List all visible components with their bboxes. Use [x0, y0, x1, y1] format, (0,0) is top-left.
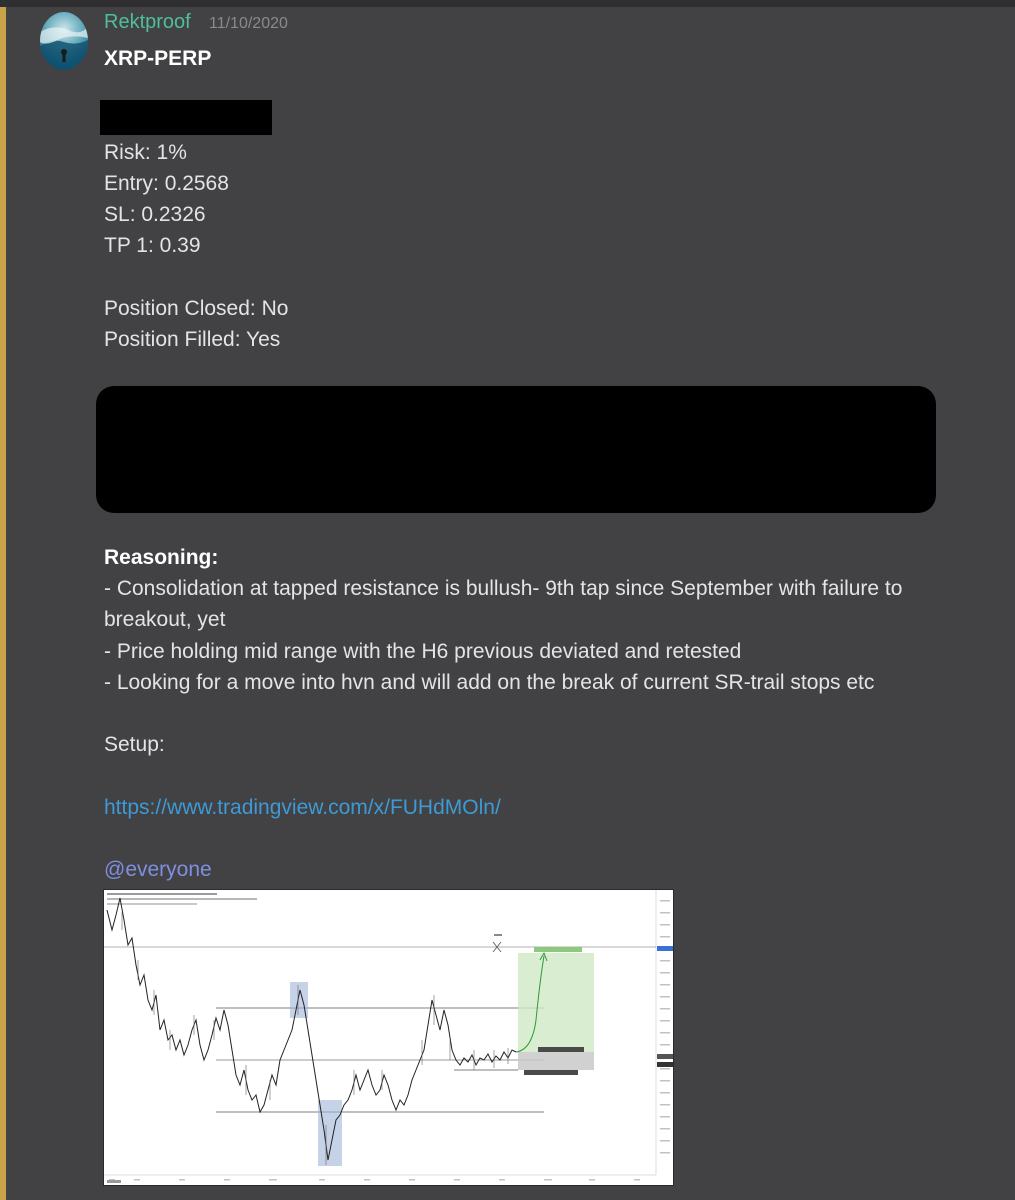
status-closed: Position Closed: No [104, 296, 289, 320]
spacer [104, 74, 984, 105]
chat-message [6, 7, 1015, 1200]
spacer [104, 698, 984, 729]
field-sl: SL: 0.2326 [104, 202, 206, 226]
reasoning-line: - Looking for a move into hvn and will add on the break of current SR-trail stops etc [104, 670, 875, 694]
tradingview-chart-image [104, 890, 674, 1186]
chart-screenshot-attachment[interactable] [103, 889, 674, 1186]
setup-label: Setup: [104, 733, 165, 757]
spacer [104, 261, 984, 292]
field-entry: Entry: 0.2568 [104, 171, 229, 195]
spacer [104, 760, 984, 791]
message-content [104, 43, 984, 885]
top-strip [0, 0, 1015, 7]
tradingview-link[interactable]: https://www.tradingview.com/x/FUHdMOln/ [104, 795, 501, 819]
trade-title: XRP-PERP [104, 47, 212, 70]
avatar[interactable] [40, 12, 88, 70]
reasoning-line: - Consolidation at tapped resistance is bullush- 9th tap since September with failure to [104, 577, 903, 601]
author-name[interactable]: Rektproof [104, 11, 191, 33]
spacer [104, 448, 984, 479]
reasoning-heading: Reasoning: [104, 546, 219, 569]
spacer [104, 823, 984, 854]
spacer [104, 480, 984, 511]
spacer [104, 417, 984, 448]
field-risk: Risk: 1% [104, 140, 187, 164]
reasoning-line: breakout, yet [104, 608, 226, 632]
message-timestamp: 11/10/2020 [209, 15, 288, 32]
spacer [104, 105, 984, 136]
reasoning-line: - Price holding mid range with the H6 previous deviated and retested [104, 639, 742, 663]
spacer [104, 511, 984, 542]
spacer [104, 355, 984, 386]
everyone-mention[interactable]: @everyone [104, 857, 212, 881]
field-tp1: TP 1: 0.39 [104, 234, 201, 258]
status-filled: Position Filled: Yes [104, 327, 281, 351]
spacer [104, 386, 984, 417]
